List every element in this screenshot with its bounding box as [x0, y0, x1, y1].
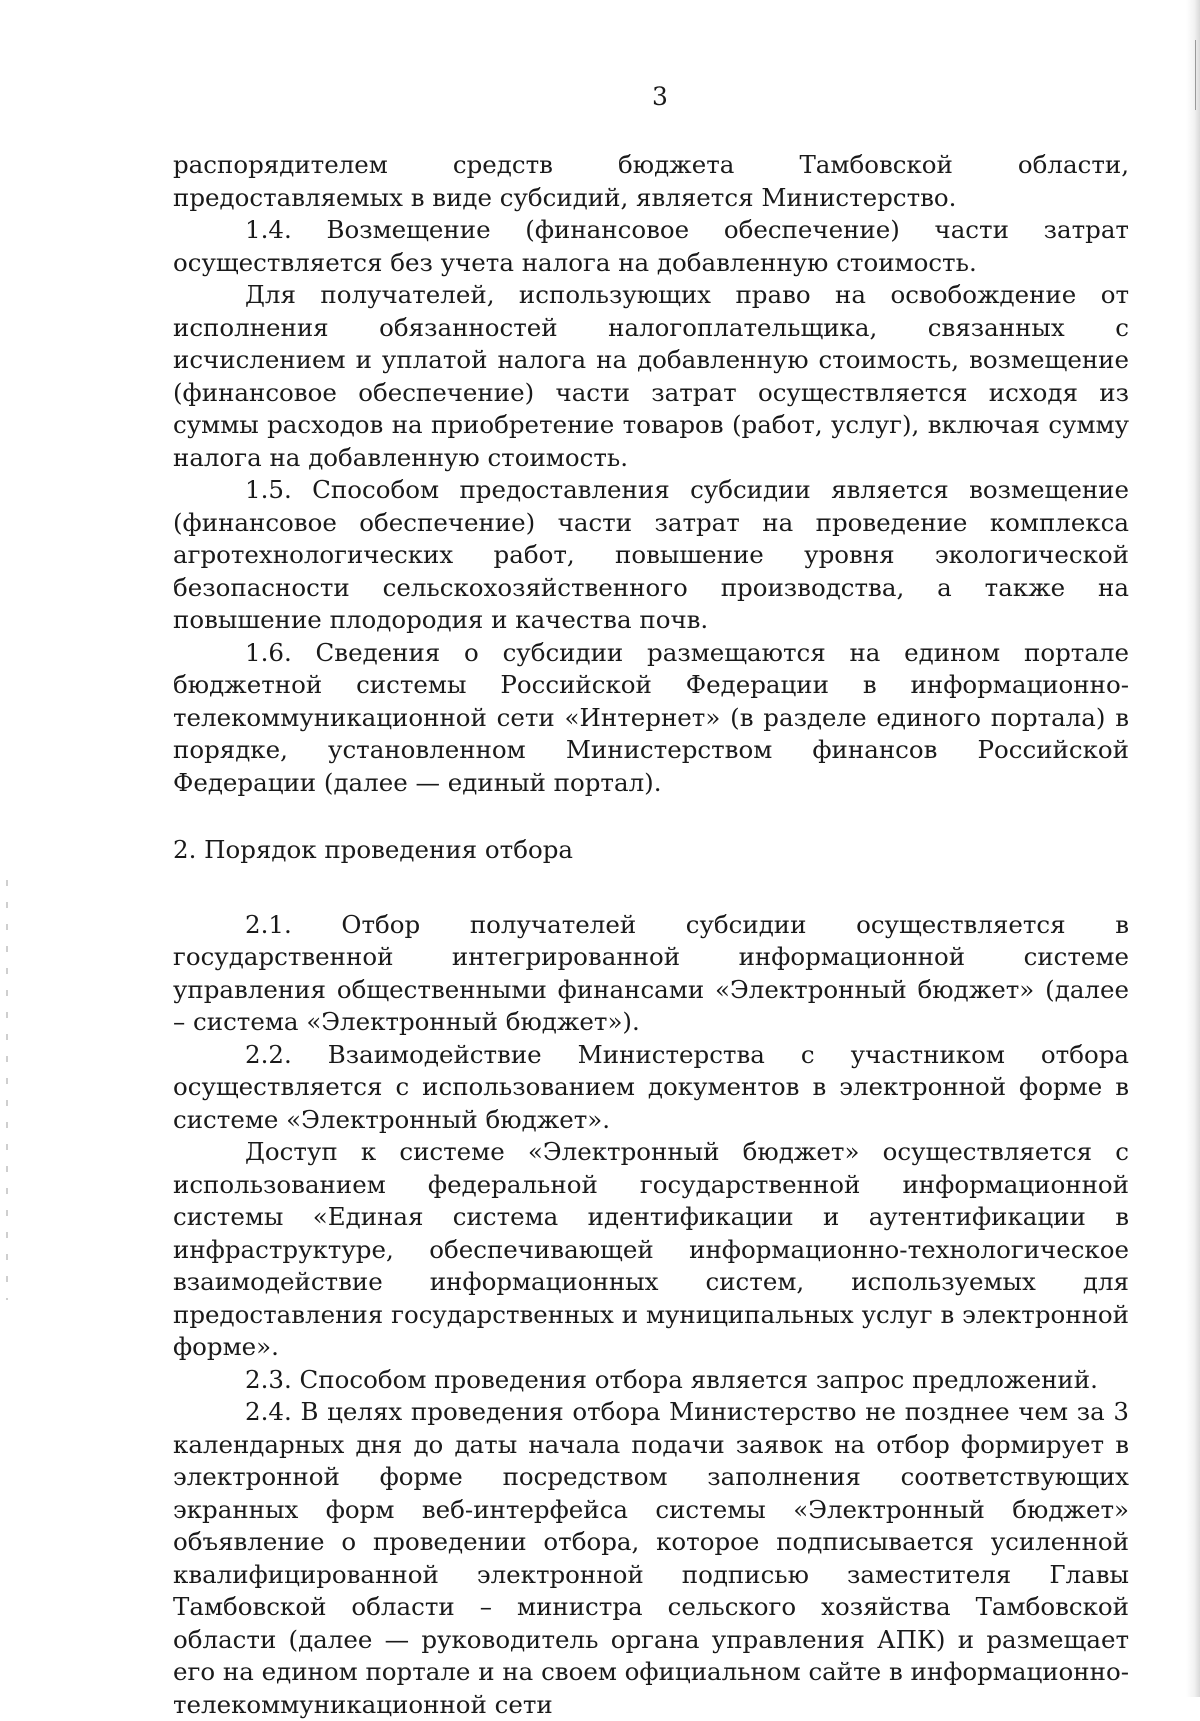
page-number: 3	[652, 82, 668, 111]
document-body	[173, 149, 1129, 1721]
paragraph-2-2: 2.2. Взаимодействие Министерства с участником отбора осуществляется с использованием документов в электронной форме в системе «Электронный бюджет».	[173, 1039, 1129, 1134]
scan-edge-shadow	[1186, 0, 1200, 1697]
paragraph-continuation: распорядителем средств бюджета Тамбовской области, предоставляемых в виде субсидий, является Министерство.	[173, 150, 1129, 212]
scan-margin-marks	[6, 880, 8, 1300]
paragraph-2-3: 2.3. Способом проведения отбора является запрос предложений.	[245, 1364, 1098, 1394]
paragraph-2-4: 2.4. В целях проведения отбора Министерство не позднее чем за 3 календарных дня до даты начала подачи заявок на отбор формирует в электронной форме посредством заполнения соответствующих экранных форм веб-интерфейса системы «Электронный бюджет» объявление о проведении отбора, которое подписывается усиленной квалифицированной электронной подписью заместителя Главы Тамбовской области – министра сельского хозяйства Тамбовской области (далее — руководитель органа управления АПК) и размещает его на едином портале и на своем официальном сайте в информационно-телекоммуникационной сети	[173, 1397, 1129, 1719]
paragraph-2-1: 2.1. Отбор получателей субсидии осуществляется в государственной интегрированной информационной системе управления общественными финансами «Электронный бюджет» (далее – система «Электронный бюджет»).	[173, 909, 1129, 1036]
paragraph-access: Доступ к системе «Электронный бюджет» осуществляется с использованием федеральной государственной информационной системы «Единая система идентификации и аутентификации в инфраструктуре, обеспечивающей информационно-технологическое взаимодействие информационных систем, используемых для предоставления государственных и муниципальных услуг в электронной форме».	[173, 1137, 1129, 1361]
paragraph-1-4: 1.4. Возмещение (финансовое обеспечение) части затрат осуществляется без учета налога на добавленную стоимость.	[173, 215, 1129, 277]
section-heading: 2. Порядок проведения отбора	[173, 835, 573, 864]
paragraph-vat-exempt: Для получателей, использующих право на освобождение от исполнения обязанностей налогоплательщика, связанных с исчислением и уплатой налога на добавленную стоимость, возмещение (финансовое обеспечение) части затрат осуществляется исходя из суммы расходов на приобретение товаров (работ, услуг), включая сумму налога на добавленную стоимость.	[173, 280, 1129, 472]
paragraph-1-5: 1.5. Способом предоставления субсидии является возмещение (финансовое обеспечение) части затрат на проведение комплекса агротехнологических работ, повышение уровня экологической безопасности сельскохозяйственного производства, а также на повышение плодородия и качества почв.	[173, 475, 1129, 634]
paragraph-1-6: 1.6. Сведения о субсидии размещаются на едином портале бюджетной системы Российской Федерации в информационно-телекоммуникационной сети «Интернет» (в разделе единого портала) в порядке, установленном Министерством финансов Российской Федерации (далее — единый портал).	[173, 637, 1129, 797]
